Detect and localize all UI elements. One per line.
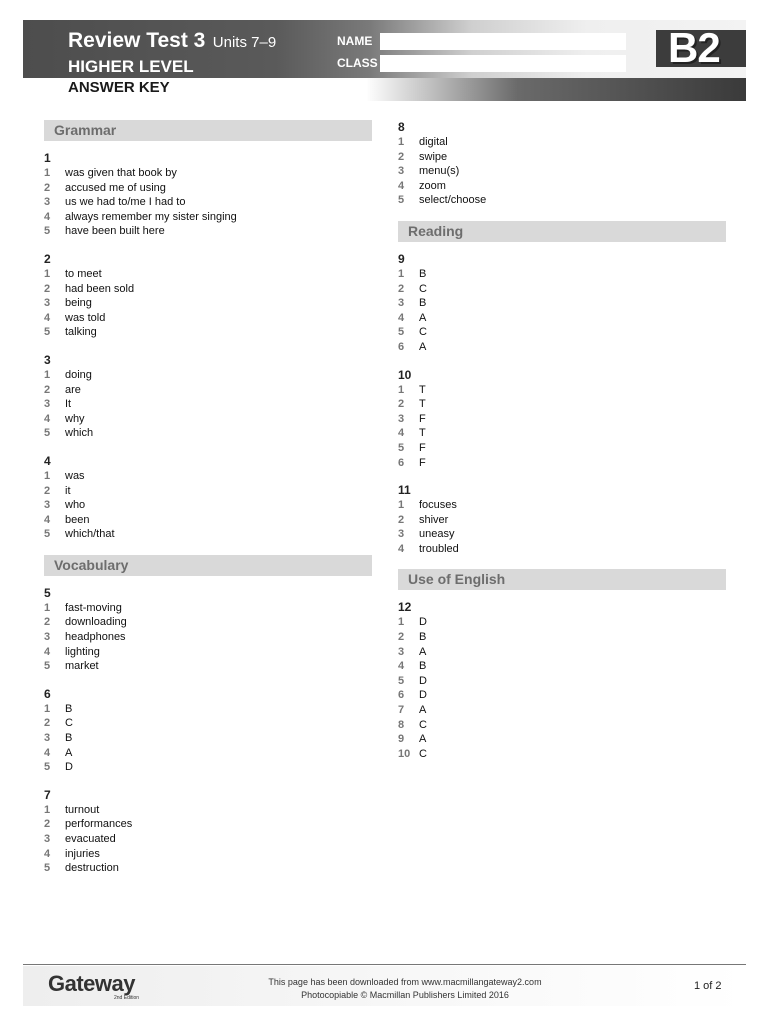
item-answer: A	[419, 733, 427, 746]
item-number: 4	[398, 179, 405, 192]
item-number: 3	[44, 196, 51, 209]
exercise-number: 3	[44, 352, 51, 367]
answer-item	[398, 267, 726, 282]
item-answer: digital	[419, 136, 448, 148]
item-number: 4	[44, 847, 51, 860]
item-answer: F	[419, 456, 426, 469]
item-number: 1	[398, 383, 405, 396]
item-answer: It	[65, 398, 72, 411]
answer-item	[44, 601, 372, 616]
answer-item	[44, 166, 372, 181]
item-answer: C	[419, 326, 427, 339]
item-number: 7	[398, 704, 405, 717]
item-number: 1	[44, 368, 51, 381]
item-answer: shiver	[419, 513, 449, 526]
answer-item	[398, 179, 726, 194]
answer-item	[398, 630, 726, 645]
item-number: 4	[44, 746, 51, 759]
footer-text	[220, 976, 590, 1002]
answer-item	[398, 383, 726, 398]
item-number: 1	[44, 167, 51, 179]
item-answer: C	[65, 717, 73, 730]
answer-item	[398, 703, 726, 718]
item-answer: B	[419, 267, 427, 280]
item-number: 4	[398, 427, 405, 440]
exercise-number: 5	[44, 585, 51, 600]
item-number: 3	[398, 528, 405, 541]
use-of-english-exercises	[398, 600, 726, 761]
item-number: 1	[44, 803, 51, 816]
answer-item	[44, 469, 372, 484]
section-reading: Reading	[398, 221, 726, 242]
item-answer: to meet	[65, 267, 102, 280]
item-number: 5	[44, 427, 51, 440]
item-number: 3	[44, 499, 51, 512]
item-answer: us we had to/me I had to	[65, 196, 186, 209]
answer-item	[44, 484, 372, 499]
answer-item	[398, 513, 726, 528]
exercise-number: 1	[44, 151, 51, 165]
item-answer: zoom	[419, 179, 446, 192]
item-answer: are	[65, 383, 81, 396]
name-label: NAME	[337, 34, 373, 48]
item-number: 2	[44, 717, 51, 730]
answer-item	[398, 397, 726, 412]
item-number: 5	[398, 326, 405, 339]
vocabulary-exercises-cont	[398, 120, 726, 208]
exercise	[44, 788, 372, 876]
item-answer: who	[65, 499, 86, 512]
answer-item	[44, 368, 372, 383]
answer-item	[44, 702, 372, 717]
item-answer: F	[419, 412, 426, 425]
answer-item	[398, 150, 726, 165]
level-badge	[656, 24, 746, 71]
answer-item	[44, 615, 372, 630]
item-answer: focuses	[419, 499, 457, 512]
item-number: 5	[44, 862, 51, 875]
item-answer: swipe	[419, 150, 448, 163]
level-label: HIGHER LEVEL	[68, 57, 194, 76]
answer-item	[44, 267, 372, 282]
item-answer: D	[419, 674, 427, 687]
answer-item	[44, 832, 372, 847]
item-answer: fast-moving	[65, 601, 122, 614]
item-number: 2	[44, 181, 51, 194]
item-number: 2	[398, 150, 405, 163]
item-number: 2	[398, 282, 405, 295]
item-number: 3	[44, 398, 51, 411]
answer-item	[398, 542, 726, 557]
item-number: 5	[44, 528, 51, 541]
answer-item	[398, 527, 726, 542]
item-number: 3	[398, 165, 405, 178]
answer-item	[44, 861, 372, 876]
item-number: 3	[44, 833, 51, 845]
answer-item	[398, 645, 726, 660]
item-answer: B	[419, 660, 427, 673]
item-number: 3	[398, 412, 405, 425]
answer-item	[44, 325, 372, 340]
item-answer: B	[65, 732, 73, 745]
item-answer: lighting	[65, 645, 100, 658]
item-number: 5	[398, 194, 405, 207]
page-header	[23, 20, 746, 101]
answer-item	[398, 747, 726, 762]
page-number: 1 of 2	[694, 980, 722, 992]
item-answer: talking	[65, 326, 97, 339]
answer-item	[398, 193, 726, 208]
item-answer: performances	[65, 818, 133, 831]
left-column	[44, 120, 372, 889]
item-number: 2	[398, 631, 405, 644]
item-answer: A	[65, 746, 73, 759]
item-number: 5	[44, 660, 51, 673]
item-number: 4	[44, 412, 51, 425]
item-answer: was	[65, 469, 85, 482]
item-number: 4	[44, 210, 51, 223]
item-answer: destruction	[65, 862, 119, 875]
item-number: 1	[398, 499, 405, 512]
item-number: 5	[44, 761, 51, 774]
exercise-number: 8	[398, 120, 405, 134]
item-answer: D	[65, 761, 73, 774]
answer-item	[44, 383, 372, 398]
answer-item	[44, 195, 372, 210]
item-answer: A	[419, 704, 427, 717]
item-answer: T	[419, 427, 426, 440]
answer-item	[44, 397, 372, 412]
item-answer: A	[419, 645, 427, 658]
item-answer: T	[419, 398, 426, 411]
item-answer: B	[65, 702, 73, 715]
item-number: 2	[398, 513, 405, 526]
item-answer: was told	[65, 311, 106, 324]
item-number: 1	[398, 616, 405, 629]
item-number: 1	[398, 136, 405, 148]
exercise	[44, 687, 372, 775]
right-column	[398, 120, 726, 774]
answer-item	[398, 340, 726, 355]
answer-item	[44, 817, 372, 832]
logo-edition: 2nd Edition	[114, 995, 140, 1001]
gateway-logo: Gateway	[48, 971, 135, 996]
item-answer: doing	[65, 368, 92, 381]
item-number: 4	[398, 542, 405, 555]
answer-item	[398, 456, 726, 471]
answer-item	[44, 847, 372, 862]
item-answer: F	[419, 441, 426, 454]
item-answer: which	[65, 427, 94, 440]
item-answer: been	[65, 513, 90, 526]
answer-item	[44, 746, 372, 761]
item-number: 5	[398, 441, 405, 454]
answer-item	[44, 731, 372, 746]
vocabulary-exercises	[44, 586, 372, 876]
exercise	[44, 586, 372, 674]
item-answer: being	[65, 297, 92, 310]
item-number: 8	[398, 718, 405, 731]
item-answer: T	[419, 383, 426, 396]
exercise-number: 6	[44, 686, 51, 701]
answer-item	[44, 412, 372, 427]
test-title	[68, 29, 276, 53]
answer-item	[44, 527, 372, 542]
item-number: 1	[44, 267, 51, 280]
item-number: 5	[44, 326, 51, 339]
exercise	[398, 600, 726, 761]
badge-text: B2	[668, 24, 720, 71]
answer-item	[44, 630, 372, 645]
item-answer: D	[419, 616, 427, 629]
item-answer: A	[419, 311, 427, 324]
item-number: 4	[44, 513, 51, 526]
item-answer: had been sold	[65, 282, 135, 295]
item-answer: evacuated	[65, 833, 116, 845]
item-answer: uneasy	[419, 528, 455, 541]
footer-download-line: This page has been downloaded from www.macmillangateway2.com	[268, 977, 542, 987]
item-answer: headphones	[65, 631, 126, 644]
item-answer: always remember my sister singing	[65, 210, 237, 223]
item-number: 4	[44, 311, 51, 324]
answer-item	[398, 412, 726, 427]
item-number: 9	[398, 733, 405, 746]
item-number: 3	[44, 631, 51, 644]
answer-item	[398, 441, 726, 456]
answer-item	[398, 135, 726, 150]
exercise-number: 4	[44, 453, 51, 468]
item-answer: menu(s)	[419, 165, 460, 178]
exercise	[398, 120, 726, 208]
item-answer: was given that book by	[65, 167, 177, 179]
answer-item	[44, 311, 372, 326]
item-number: 2	[398, 398, 405, 411]
item-number: 5	[44, 225, 51, 238]
item-answer: C	[419, 747, 427, 760]
answer-key-label: ANSWER KEY	[68, 79, 170, 96]
class-label: CLASS	[337, 56, 378, 70]
answer-item	[44, 498, 372, 513]
exercise	[44, 454, 372, 542]
item-answer: A	[419, 340, 427, 353]
item-answer: C	[419, 282, 427, 295]
item-answer: D	[419, 689, 427, 702]
exercise-number: 11	[398, 483, 411, 498]
answer-item	[398, 659, 726, 674]
answer-item	[44, 659, 372, 674]
item-answer: which/that	[65, 528, 115, 541]
exercise	[398, 252, 726, 355]
item-number: 1	[398, 267, 405, 280]
answer-item	[44, 210, 372, 225]
answer-item	[44, 645, 372, 660]
item-number: 3	[398, 297, 405, 310]
item-answer: C	[419, 718, 427, 731]
item-number: 2	[44, 484, 51, 497]
item-answer: B	[419, 297, 427, 310]
footer-copyright-line: Photocopiable © Macmillan Publishers Limited 2016	[301, 990, 509, 1000]
grammar-exercises	[44, 151, 372, 542]
item-number: 2	[44, 383, 51, 396]
answer-item	[398, 296, 726, 311]
item-number: 4	[398, 660, 405, 673]
exercise	[44, 252, 372, 340]
item-number: 2	[44, 282, 51, 295]
answer-item	[398, 674, 726, 689]
answer-item	[398, 325, 726, 340]
item-answer: why	[65, 412, 85, 425]
exercise	[398, 483, 726, 556]
item-answer: market	[65, 660, 99, 673]
item-number: 6	[398, 456, 405, 469]
answer-item	[398, 688, 726, 703]
answer-item	[44, 803, 372, 818]
exercise-number: 2	[44, 251, 51, 266]
answer-item	[44, 760, 372, 775]
item-number: 1	[44, 601, 51, 614]
item-number: 3	[44, 297, 51, 310]
item-answer: turnout	[65, 803, 100, 816]
section-use-of-english: Use of English	[398, 569, 726, 590]
answer-item	[44, 282, 372, 297]
item-number: 4	[44, 645, 51, 658]
answer-item	[398, 615, 726, 630]
footer-rule	[23, 964, 746, 965]
item-number: 2	[44, 818, 51, 831]
answer-item	[398, 164, 726, 179]
item-number: 4	[398, 311, 405, 324]
answer-item	[44, 426, 372, 441]
answer-item	[44, 181, 372, 196]
exercise-number: 12	[398, 600, 412, 615]
section-grammar: Grammar	[44, 120, 372, 141]
reading-exercises	[398, 252, 726, 557]
exercise	[44, 151, 372, 239]
item-answer: it	[65, 484, 71, 497]
item-answer: injuries	[65, 847, 100, 860]
item-answer: accused me of using	[65, 181, 166, 194]
exercise-number: 7	[44, 787, 51, 802]
exercise-number: 10	[398, 367, 412, 382]
item-number: 6	[398, 340, 405, 353]
answer-item	[44, 513, 372, 528]
item-number: 1	[44, 469, 51, 482]
answer-item	[398, 311, 726, 326]
answer-item	[398, 732, 726, 747]
item-number: 6	[398, 689, 405, 702]
item-number: 2	[44, 616, 51, 629]
answer-item	[44, 296, 372, 311]
answer-item	[398, 718, 726, 733]
answer-item	[44, 716, 372, 731]
title-main: Review Test 3	[68, 29, 206, 52]
answer-item	[398, 498, 726, 513]
exercise-number: 9	[398, 251, 405, 266]
item-answer: have been built here	[65, 225, 165, 238]
name-field[interactable]	[380, 33, 626, 50]
answer-item	[398, 282, 726, 297]
answer-item	[44, 224, 372, 239]
class-field[interactable]	[380, 55, 626, 72]
item-answer: troubled	[419, 542, 459, 555]
answer-item	[398, 426, 726, 441]
item-answer: select/choose	[419, 194, 487, 207]
item-answer: B	[419, 631, 427, 644]
title-units: Units 7–9	[212, 34, 277, 51]
item-number: 3	[398, 645, 405, 658]
item-number: 3	[44, 732, 51, 745]
item-number: 1	[44, 702, 51, 715]
item-answer: downloading	[65, 616, 127, 629]
item-number: 5	[398, 674, 405, 687]
item-number: 10	[398, 747, 411, 760]
exercise	[398, 368, 726, 471]
exercise	[44, 353, 372, 441]
section-vocabulary: Vocabulary	[44, 555, 372, 576]
